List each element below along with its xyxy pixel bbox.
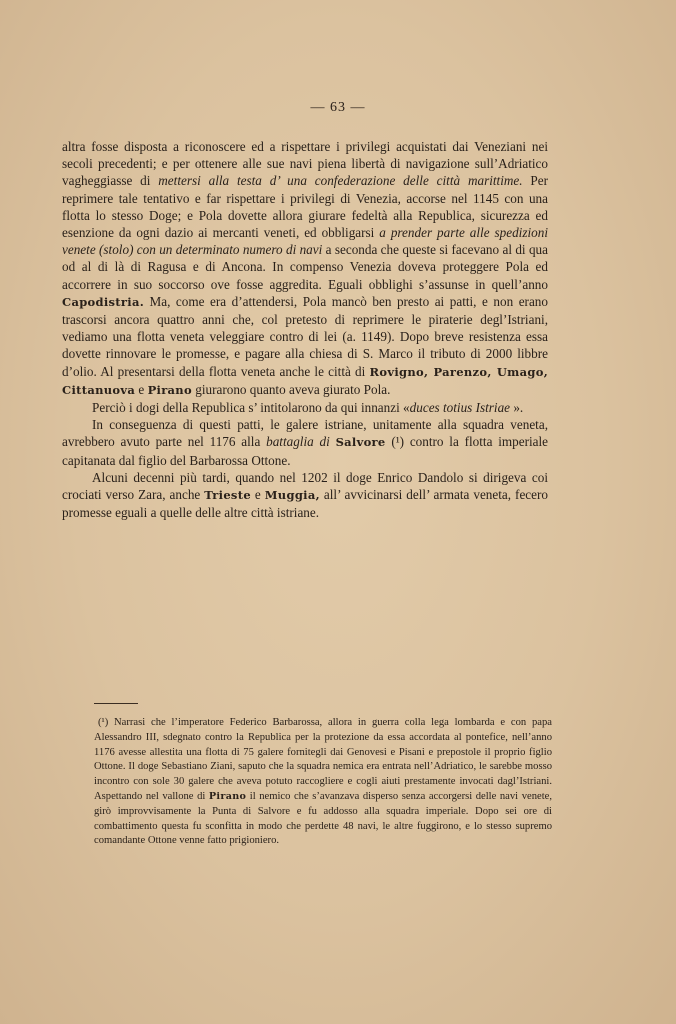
place-name: Muggia, [264,488,320,503]
place-name: Trieste [204,488,251,503]
paragraph [62,399,548,416]
text-run: Ma, come era d’attendersi, Pola mancò ben presto ai patti, e non erano trascorsi ancora quattro anni che, col pretesto di reprimere le piraterie degl’Istriani, vediamo una flotta veneta veleggiare contro di lei (a. 1149). Dopo breve resistenza essa dovette rinnovare le promesse, e pagare alla chiesa di S. Marco il tributo di 2000 libbre d’olio. Al presentarsi della flotta veneta anche le città di [62,293,548,379]
italic-phrase: a prender parte alle spedizioni venete (stolo) con un determinato numero di navi [62,225,548,258]
footnote [94,716,552,849]
text-run: a seconda che queste si facevano al di qua od al di là di Ragusa e di Ancona. In compenso Venezia doveva proteggere Pola ed accorrere in suo soccorso ove fosse aggredita. Eguali obblighi s’assunse in quell’anno [62,242,548,292]
italic-phrase: duces totius Istriae [409,400,511,416]
text-run: (¹) contro la flotta imperiale capitanata dal figlio del Barbarossa Ottone. [62,434,549,468]
paragraph [62,469,548,522]
text-run: Alcuni decenni più tardi, quando nel 1202 il doge Enrico Dandolo si dirigeva coi crociati verso Zara, anche [62,469,548,503]
text-run: Perciò i dogi della Republica s’ intitolarono da qui innanzi « [92,400,410,416]
text-run: (¹) Narrasi che l’imperatore Federico Barbarossa, allora in guerra colla lega lombarda e con papa Alessandro III, sdegnato contro la Republica per la protezione da essa accordata al pontefice, nell’anno 1176 avesse allestita una flotta di 75 galere fornitegli dai Genovesi e Pisani e prepostole il proprio figlio Ottone. Il doge Sebastiano Ziani, saputo che la squadra nemica era entrata nell’Adriatico, le sarebbe mosso incontro con sole 30 galere che aveva potuto raccogliere e cogli aiuti prestamente invocati dagl’Istriani. Aspettando nel vallone di [94,717,552,802]
text-run: giurarono quanto aveva giurato Pola. [191,381,391,397]
text-run: ». [510,400,524,416]
text-run: il nemico che s’avanzava disperso senza accorgersi delle navi venete, girò improvvisamente la Punta di Salvore e fu addosso alla squadra imperiale. Dopo sei ore di combattimento questa fu sconfitta in modo che perdette 48 navi, le altre fuggirono, e lo stesso supremo comandante Ottone venne fatto prigioniero. [94,790,552,847]
place-name: Rovigno, Parenzo, Umago, Cittanuova [62,364,549,397]
footnote-divider [94,703,138,704]
page-number: — 63 — [310,100,366,115]
text-run: In conseguenza di questi patti, le galere istriane, unitamente alla squadra veneta, avrebbero avuto parte nel 1176 alla [62,417,548,450]
paragraph [62,416,548,469]
main-text [62,138,548,521]
text-run: e [250,487,265,503]
paragraph [62,138,548,399]
text-run: Per reprimere tale tentativo e far rispettare i privilegi di Venezia, accorse nel 1145 con una flotta lo stesso Doge; e Pola dovette allora giurare fedeltà alla Republica, sicurezza ed esenzione da ogni dazio ai mercanti veneti, ed obbligarsi [62,173,548,241]
text-run: e [135,381,148,397]
italic-phrase: battaglia di [266,434,330,450]
place-name: Salvore [335,435,386,450]
text-run: altra fosse disposta a riconoscere ed a rispettare i privilegi acquistati dai Veneziani nei secoli precedenti; e per ottenere alle sue navi piena libertà di navigazione sull’Adriatico vagheggiasse di [62,139,548,189]
text-run: all’ avvicinarsi dell’ armata veneta, fecero promesse eguali a quelle delle altre città istriane. [62,487,548,521]
place-name: Pirano [208,790,247,802]
place-name: Pirano [147,382,192,397]
place-name: Capodistria. [62,294,144,309]
italic-phrase: mettersi alla testa d’ una confederazione delle città marittime. [158,173,523,189]
